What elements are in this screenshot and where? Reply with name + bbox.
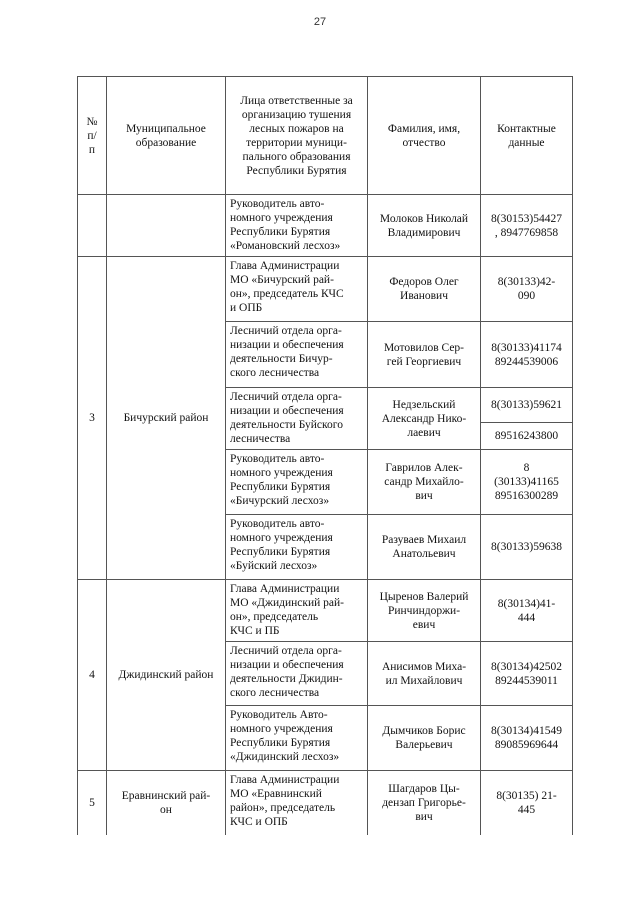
responsible-cell: Руководитель авто- номного учреждения Республики Бурятия «Романовский лесхоз» [226,195,368,257]
contact-cell: 8(30133)59621 [481,388,573,423]
responsible-cell: Лесничий отдела орга- низации и обеспечения деятельности Бичур- ского лесничества [226,322,368,388]
contact-cell: 8 (30133)41165 89516300289 [481,450,573,515]
table-row [78,771,573,835]
num-cell: 5 [78,771,107,835]
header-municipality: Муниципальное образование [107,77,226,195]
fio-cell: Молоков Николай Владимирович [368,195,481,257]
fio-cell: Шагдаров Цы- дензап Григорье- вич [368,771,481,835]
fio-cell: Мотовилов Сер- гей Георгиевич [368,322,481,388]
municipality-cell: Бичурский район [107,257,226,580]
contact-cell: 8(30135) 21- 445 [481,771,573,835]
contact-cell: 8(30133)59638 [481,515,573,580]
num-cell [78,195,107,257]
contact-cell: 8(30134)42502 89244539011 [481,642,573,706]
table-row [78,195,573,257]
responsible-cell: Руководитель авто- номного учреждения Республики Бурятия «Буйский лесхоз» [226,515,368,580]
municipality-cell: Джидинский район [107,580,226,771]
table-row [78,257,573,322]
contact-cell: 8(30153)54427 , 8947769858 [481,195,573,257]
responsible-cell: Глава Администрации МО «Джидинский рай- он», председатель КЧС и ПБ [226,580,368,642]
fio-cell: Гаврилов Алек- сандр Михайло- вич [368,450,481,515]
num-cell: 3 [78,257,107,580]
fio-cell: Цыренов Валерий Ринчиндоржи- евич [368,580,481,642]
table-row [78,580,573,642]
contact-cell: 8(30134)41549 89085969644 [481,706,573,771]
header-fio: Фамилия, имя, отчество [368,77,481,195]
header-responsible: Лица ответственные за организацию тушения лесных пожаров на территории муници- пального образования Республики Бурятия [226,77,368,195]
fio-cell: Дымчиков Борис Валерьевич [368,706,481,771]
responsible-cell: Глава Администрации МО «Бичурский рай- он», председатель КЧС и ОПБ [226,257,368,322]
num-cell: 4 [78,580,107,771]
responsible-persons-table [77,76,573,835]
responsible-cell: Лесничий отдела орга- низации и обеспечения деятельности Буйского лесничества [226,388,368,450]
table-header-row [78,77,573,195]
fio-cell: Анисимов Миха- ил Михайлович [368,642,481,706]
header-contacts: Контактные данные [481,77,573,195]
header-num: № п/ п [78,77,107,195]
contact-cell: 8(30133)41174 89244539006 [481,322,573,388]
responsible-cell: Глава Администрации МО «Еравнинский район», председатель КЧС и ОПБ [226,771,368,835]
responsible-cell: Руководитель авто- номного учреждения Республики Бурятия «Бичурский лесхоз» [226,450,368,515]
contact-cell: 8(30134)41- 444 [481,580,573,642]
municipality-cell [107,195,226,257]
responsible-cell: Руководитель Авто- номного учреждения Республики Бурятия «Джидинский лесхоз» [226,706,368,771]
contact-cell-secondary: 89516243800 [481,423,573,450]
fio-cell: Федоров Олег Иванович [368,257,481,322]
fio-cell: Недзельский Александр Нико- лаевич [368,388,481,450]
fio-cell: Разуваев Михаил Анатольевич [368,515,481,580]
responsible-cell: Лесничий отдела орга- низации и обеспечения деятельности Джидин- ского лесничества [226,642,368,706]
municipality-cell: Еравнинский рай- он [107,771,226,835]
contact-cell: 8(30133)42- 090 [481,257,573,322]
page-number: 27 [313,16,327,28]
